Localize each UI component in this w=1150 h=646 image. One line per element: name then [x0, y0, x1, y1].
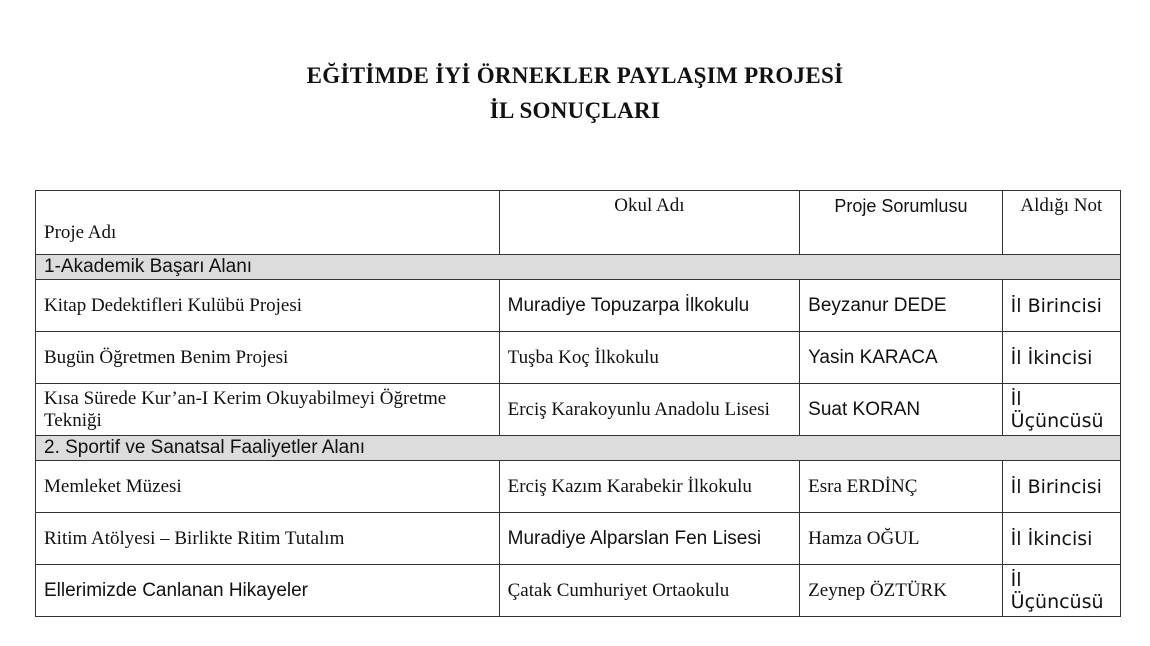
table-row	[36, 461, 1121, 513]
results-table	[35, 190, 1121, 617]
header-proje-adi: Proje Adı	[36, 191, 500, 255]
section-row-sportif	[36, 436, 1121, 461]
cell-sorumlu: Beyzanur DEDE	[800, 280, 1003, 332]
section-label: 1-Akademik Başarı Alanı	[36, 255, 1003, 280]
cell-okul: Erciş Kazım Karabekir İlkokulu	[499, 461, 800, 513]
cell-okul: Erciş Karakoyunlu Anadolu Lisesi	[499, 384, 800, 436]
table-row	[36, 513, 1121, 565]
cell-proje: Bugün Öğretmen Benim Projesi	[36, 332, 500, 384]
cell-okul: Muradiye Alparslan Fen Lisesi	[499, 513, 800, 565]
table-row	[36, 565, 1121, 617]
table-row	[36, 332, 1121, 384]
cell-not: İl Üçüncüsü	[1002, 565, 1120, 617]
header-proje-sorumlusu: Proje Sorumlusu	[800, 191, 1003, 255]
table-row	[36, 280, 1121, 332]
cell-not: İl İkincisi	[1002, 332, 1120, 384]
table-row	[36, 384, 1121, 436]
cell-proje: Kısa Sürede Kur’an-I Kerim Okuyabilmeyi Öğretme Tekniği	[36, 384, 500, 436]
cell-proje: Ellerimizde Canlanan Hikayeler	[36, 565, 500, 617]
cell-not: İl Birincisi	[1002, 461, 1120, 513]
cell-sorumlu: Suat KORAN	[800, 384, 1003, 436]
cell-proje: Kitap Dedektifleri Kulübü Projesi	[36, 280, 500, 332]
cell-sorumlu: Esra ERDİNÇ	[800, 461, 1003, 513]
cell-proje: Ritim Atölyesi – Birlikte Ritim Tutalım	[36, 513, 500, 565]
title-line-2: İL SONUÇLARI	[489, 98, 661, 123]
section-label: 2. Sportif ve Sanatsal Faaliyetler Alanı	[36, 436, 1003, 461]
section-empty-cell	[1002, 436, 1120, 461]
title-line-1: EĞİTİMDE İYİ ÖRNEKLER PAYLAŞIM PROJESİ	[306, 63, 844, 88]
section-row-akademik	[36, 255, 1121, 280]
cell-not: İl Birincisi	[1002, 280, 1120, 332]
cell-sorumlu: Hamza OĞUL	[800, 513, 1003, 565]
cell-not: İl Üçüncüsü	[1002, 384, 1120, 436]
cell-sorumlu: Yasin KARACA	[800, 332, 1003, 384]
document-title	[0, 58, 1150, 128]
cell-okul: Çatak Cumhuriyet Ortaokulu	[499, 565, 800, 617]
header-row	[36, 191, 1121, 255]
cell-okul: Tuşba Koç İlkokulu	[499, 332, 800, 384]
cell-okul: Muradiye Topuzarpa İlkokulu	[499, 280, 800, 332]
cell-sorumlu: Zeynep ÖZTÜRK	[800, 565, 1003, 617]
header-okul-adi: Okul Adı	[499, 191, 800, 255]
cell-not: İl İkincisi	[1002, 513, 1120, 565]
cell-proje: Memleket Müzesi	[36, 461, 500, 513]
header-aldigi-not: Aldığı Not	[1002, 191, 1120, 255]
section-empty-cell	[1002, 255, 1120, 280]
